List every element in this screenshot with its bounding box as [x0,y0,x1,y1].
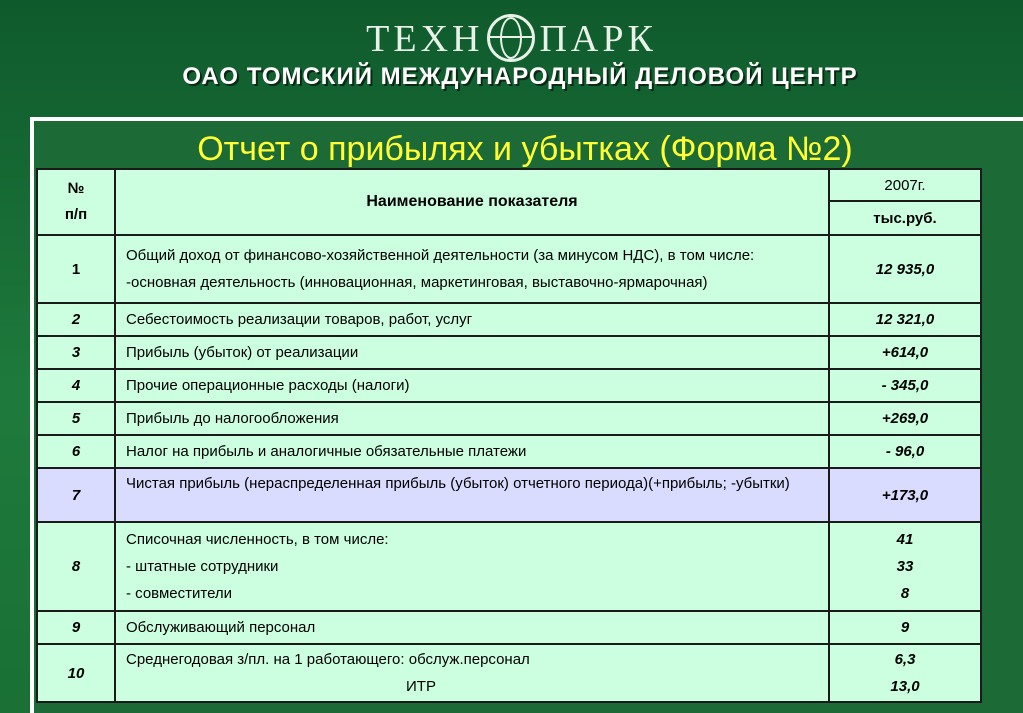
row-num: 5 [37,402,115,435]
logo-text-right: ПАРК [539,18,657,60]
row-num: 7 [37,468,115,522]
table-row [37,611,981,644]
page-title: Отчет о прибылях и убытках (Форма №2) [197,130,853,168]
row-value: +269,0 [829,402,981,435]
row-name: Списочная численность, в том числе: - штатные сотрудники - совместители [115,522,829,611]
row-name: Прибыль (убыток) от реализации [115,336,829,369]
logo [0,14,1023,66]
table-row [37,336,981,369]
row-name: Среднегодовая з/пл. на 1 работающего: обслуж.персонал ИТР [115,644,829,702]
row-num: 10 [37,644,115,702]
row-num: 1 [37,235,115,303]
row-name: Прибыль до налогообложения [115,402,829,435]
row-name: Налог на прибыль и аналогичные обязательные платежи [115,435,829,468]
row-value: 9 [829,611,981,644]
row-name: Прочие операционные расходы (налоги) [115,369,829,402]
table-row [37,402,981,435]
row-value: +173,0 [829,468,981,522]
report-table [36,168,982,703]
row-value: 12 935,0 [829,235,981,303]
header-name: Наименование показателя [115,169,829,235]
table-header-row [37,169,981,201]
row-num: 4 [37,369,115,402]
row-value: 41 33 8 [829,522,981,611]
table-row [37,644,981,702]
table-row-highlighted [37,468,981,522]
table-row [37,522,981,611]
row-num: 3 [37,336,115,369]
row-name: Обслуживающий персонал [115,611,829,644]
logo-text-left: ТЕХН [366,18,484,60]
table-row [37,235,981,303]
row-num: 2 [37,303,115,336]
row-value: - 96,0 [829,435,981,468]
company-name: ОАО ТОМСКИЙ МЕЖДУНАРОДНЫЙ ДЕЛОВОЙ ЦЕНТР [182,63,858,90]
row-name: Себестоимость реализации товаров, работ, услуг [115,303,829,336]
row-value: +614,0 [829,336,981,369]
header-unit: тыс.руб. [829,201,981,235]
table-row [37,369,981,402]
header-year: 2007г. [829,169,981,201]
row-num: 9 [37,611,115,644]
row-name: Чистая прибыль (нераспределенная прибыль (убыток) отчетного периода)(+прибыль; -убытки) [115,468,829,522]
row-value: 12 321,0 [829,303,981,336]
header-num: № п/п [37,169,115,235]
row-num: 6 [37,435,115,468]
table-row [37,303,981,336]
globe-icon [487,14,535,62]
row-num: 8 [37,522,115,611]
row-name: Общий доход от финансово-хозяйственной деятельности (за минусом НДС), в том числе: -основная деятельность (инновационная, маркетинговая, выставочно-ярмарочная) [115,235,829,303]
row-value: 6,3 13,0 [829,644,981,702]
row-value: - 345,0 [829,369,981,402]
table-row [37,435,981,468]
